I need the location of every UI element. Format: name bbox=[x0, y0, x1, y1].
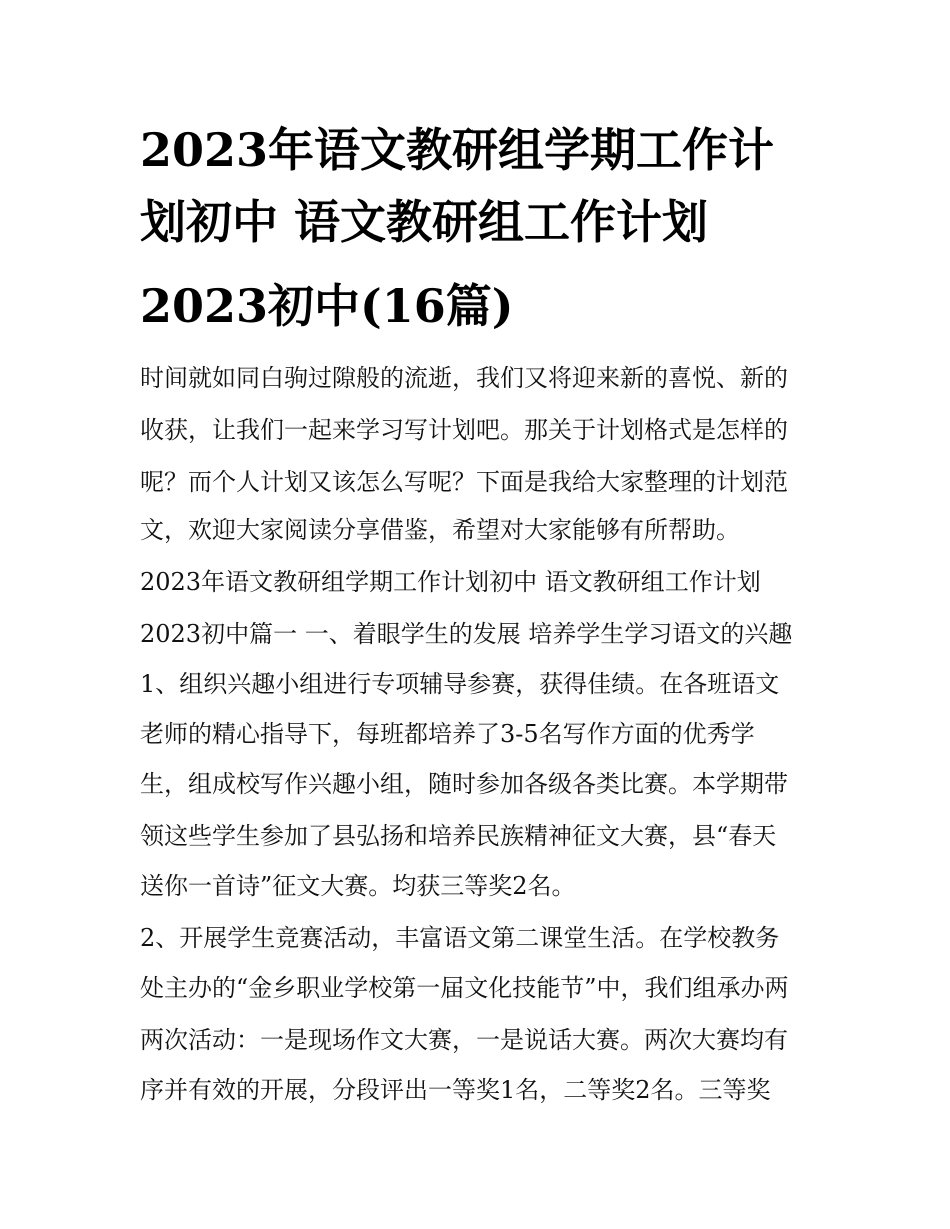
document-title-line-3: 2023初中(16篇) bbox=[140, 279, 514, 333]
body-line: 处主办的“金乡职业学校第一届文化技能节”中，我们组承办两 bbox=[140, 974, 789, 1002]
body-line: 呢？而个人计划又该怎么写呢？下面是我给大家整理的计划范 bbox=[140, 468, 788, 496]
body-line: 1、组织兴趣小组进行专项辅导参赛，获得佳绩。在各班语文 bbox=[140, 670, 780, 698]
document-title-line-2: 划初中 语文教研组工作计划 bbox=[140, 195, 709, 249]
body-line: 文，欢迎大家阅读分享借鉴，希望对大家能够有所帮助。 bbox=[140, 516, 740, 544]
body-line: 2023年语文教研组学期工作计划初中 语文教研组工作计划 bbox=[140, 568, 761, 596]
body-line: 序并有效的开展，分段评出一等奖1名，二等奖2名。三等奖 bbox=[140, 1076, 771, 1104]
body-line: 领这些学生参加了县弘扬和培养民族精神征文大赛，县“春天 bbox=[140, 822, 777, 850]
body-line: 老师的精心指导下，每班都培养了3-5名写作方面的优秀学 bbox=[140, 720, 755, 748]
document-title-line-1: 2023年语文教研组学期工作计 bbox=[140, 123, 775, 177]
body-line: 2023初中篇一 一、着眼学生的发展 培养学生学习语文的兴趣 bbox=[140, 620, 793, 648]
body-line: 送你一首诗”征文大赛。均获三等奖2名。 bbox=[140, 872, 576, 900]
body-line: 2、开展学生竞赛活动，丰富语文第二课堂生活。在学校教务 bbox=[140, 924, 780, 952]
body-line: 时间就如同白驹过隙般的流逝，我们又将迎来新的喜悦、新的 bbox=[140, 364, 788, 392]
body-line: 收获，让我们一起来学习写计划吧。那关于计划格式是怎样的 bbox=[140, 416, 788, 444]
body-line: 两次活动：一是现场作文大赛，一是说话大赛。两次大赛均有 bbox=[140, 1026, 788, 1054]
body-line: 生，组成校写作兴趣小组，随时参加各级各类比赛。本学期带 bbox=[140, 770, 788, 798]
